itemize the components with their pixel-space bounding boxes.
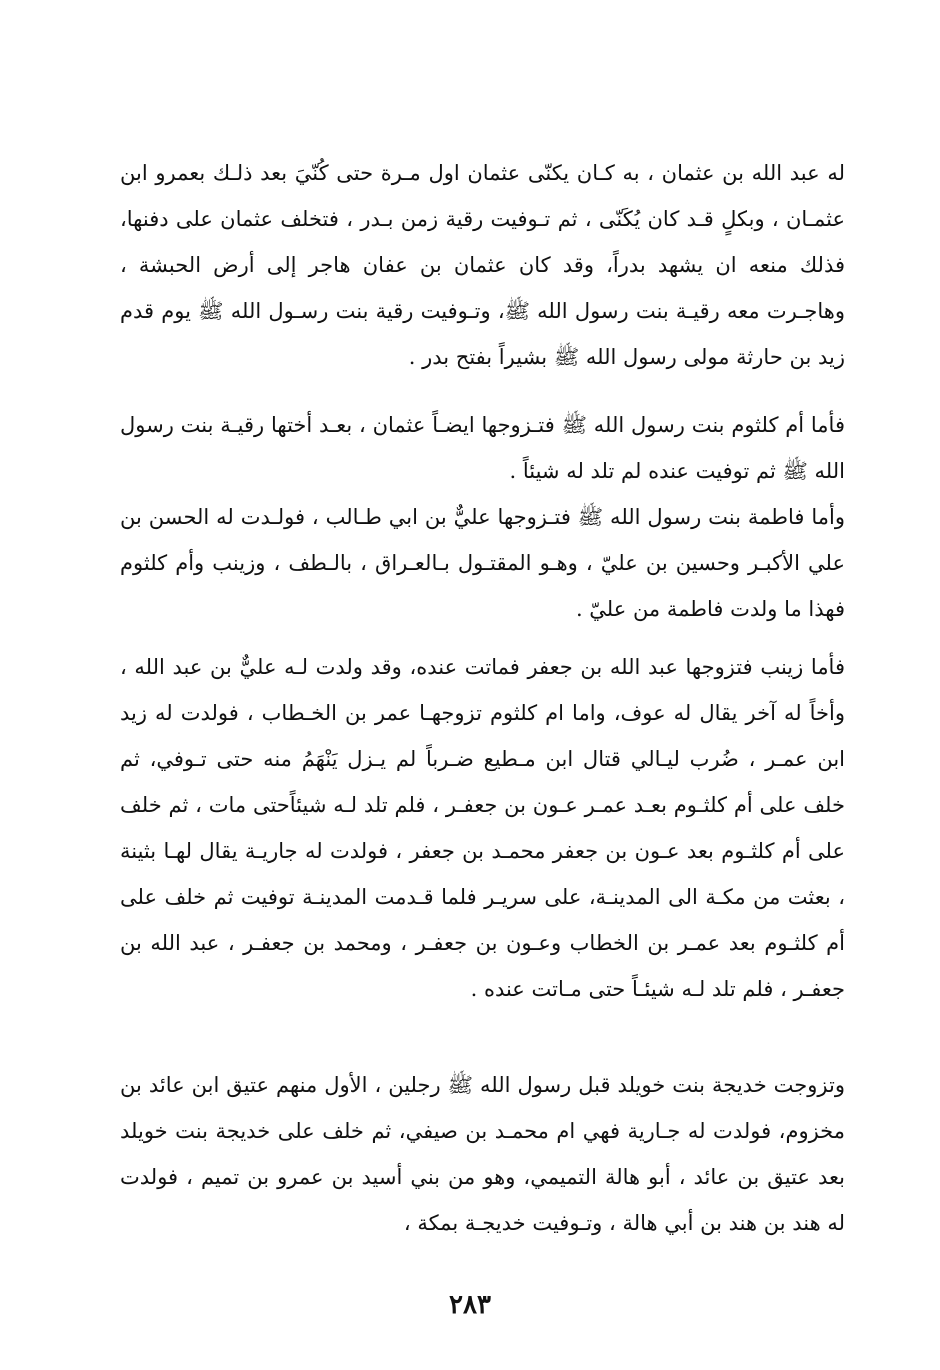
paragraph-umm-kulthum: فأما أم كلثوم بنت رسول الله ﷺ فتـزوجها ايضـاً عثمان ، بعـد أختها رقيـة بنت رسول الله ﷺ ثم توفيت عنده لم تلد له شيئاً .: [120, 413, 845, 483]
page-number: ٢٨٣: [449, 1290, 491, 1320]
paragraph-khadija: وتزوجت خديجة بنت خويلد قبل رسول الله ﷺ رجلين ، الأول منهم عتيق ابن عائد بن مخزوم، فولدت له جـارية فهي ام محمـد بن صيفي، ثم خلف على خديجة بنت خويلد بعد عتيق بن عائد ، أبو هالة التميمي، وهو من بني أسيد بن عمرو بن تميم ، فولدت له هند بن هند بن أبي هالة ، وتـوفيت خديجـة بمكة ،: [120, 1073, 845, 1235]
paragraph-zaynab: فأما زينب فتزوجها عبد الله بن جعفر فماتت عنده، وقد ولدت لـه عليٌّ بن عبد الله ، وأخاً له آخر يقال له عوف، واما ام كلثوم تزوجهـا عمر بن الخـطاب ، فولدت له زيد ابن عمـر ، ضُرب ليـالي قتال ابن مـطيع ضـرباً لم يـزل يَنْهَمُ منه حتى تـوفي، ثم خلف على أم كلثـوم بعـد عمـر عـون بن جعفـر ، فلم تلد لـه شيئاًحتى مات ، ثم خلف على أم كلثـوم بعد عـون بن جعفر محمـد بن جعفر ، فولدت له جاريـة يقال لهـا بثينة ، بعثت من مكـة الى المدينـة، على سريـر فلما قـدمت المدينـة توفيت ثم خلف على أم كلثـوم بعد عمـر بن الخطاب وعـون بن جعفـر ، ومحمد بن جعفـر ، عبد الله بن جعفـر ، فلم تلد لـه شيئـاً حتى مـاتت عنده .: [120, 655, 845, 1001]
paragraph-ruqayya: له عبد الله بن عثمان ، به كـان يكنّى عثمان اول مـرة حتى كُنّيَ بعد ذلـك بعمرو ابن عثمـان ، وبكلٍ قـد كان يُكَنّى ، ثم تـوفيت رقية زمن بـدر ، فتخلف عثمان على دفنها، فذلك منعه ان يشهد بدراً، وقد كان عثمان بن عفان هاجر إلى أرض الحبشة ، وهاجـرت معه رقيـة بنت رسول الله ﷺ، وتـوفيت رقية بنت رسـول الله ﷺ يوم قدم زيد بن حارثة مولى رسول الله ﷺ بشيراً بفتح بدر .: [120, 161, 845, 369]
paragraph-fatima: وأما فاطمة بنت رسول الله ﷺ فتـزوجها عليٌّ بن ابي طـالب ، فولـدت له الحسن بن علي الأكبـر وحسين بن عليّ ، وهـو المقتـول بـالعـراق ، بالـطف ، وزينب وأم كلثوم فهذا ما ولدت فاطمة من عليّ .: [120, 505, 845, 621]
